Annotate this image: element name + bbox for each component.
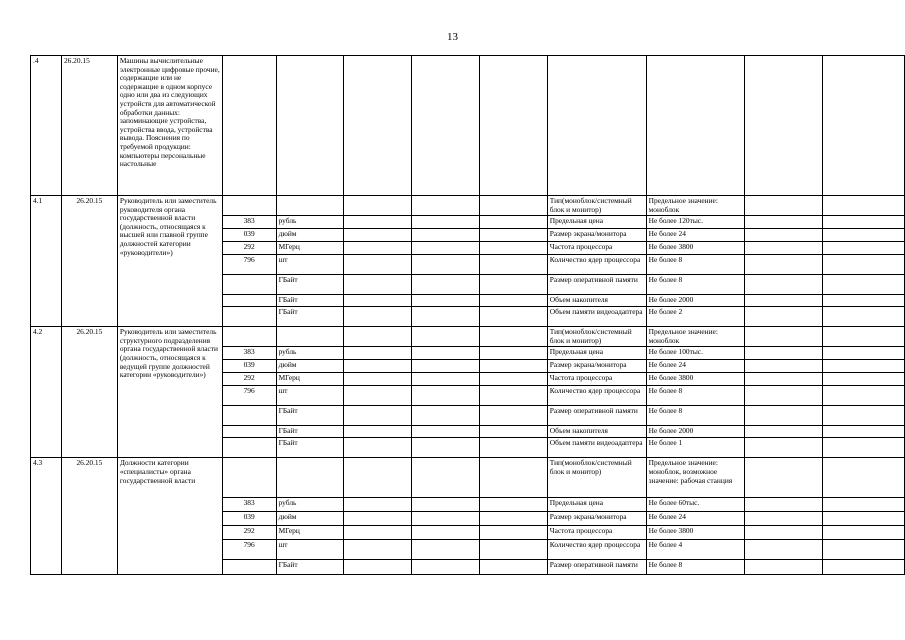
empty-cell	[344, 255, 412, 275]
position-name: Должности категории «специалисты» органа государственной власти	[117, 458, 222, 575]
characteristic-name: Размер оперативной памяти	[547, 406, 646, 426]
empty-cell	[344, 360, 412, 373]
unit-code: 292	[222, 373, 276, 386]
unit-code	[222, 196, 276, 216]
empty-cell	[344, 295, 412, 307]
empty-cell	[745, 373, 823, 386]
empty-cell	[479, 196, 547, 216]
characteristic-value: Не более 3800	[646, 242, 745, 255]
characteristic-name: Тип(моноблок/системный блок и монитор)	[547, 196, 646, 216]
characteristic-value: Предельное значение: моноблок	[646, 196, 745, 216]
empty-cell	[479, 360, 547, 373]
characteristic-value: Не более 2000	[646, 295, 745, 307]
empty-cell	[412, 560, 480, 575]
empty-cell	[745, 438, 823, 458]
unit-name: ГБайт	[276, 307, 344, 327]
empty-cell	[412, 307, 480, 327]
empty-cell	[823, 242, 905, 255]
unit-name: ГБайт	[276, 275, 344, 295]
empty-cell	[412, 229, 480, 242]
empty-cell	[823, 512, 905, 526]
characteristic-value: Не более 8	[646, 275, 745, 295]
empty-cell	[412, 360, 480, 373]
empty-cell	[344, 426, 412, 438]
unit-name: рубль	[276, 216, 344, 229]
empty-cell	[823, 196, 905, 216]
empty-cell	[344, 216, 412, 229]
characteristic-name: Предельная цена	[547, 347, 646, 360]
characteristic-name: Объем накопителя	[547, 426, 646, 438]
empty-cell	[344, 56, 412, 196]
unit-name: рубль	[276, 347, 344, 360]
empty-cell	[344, 498, 412, 512]
empty-cell	[412, 255, 480, 275]
okpd-code: 26.20.15	[61, 196, 117, 327]
empty-cell	[479, 498, 547, 512]
empty-cell	[745, 458, 823, 498]
empty-cell	[823, 275, 905, 295]
characteristic-value: Не более 2	[646, 307, 745, 327]
characteristic-name: Размер оперативной памяти	[547, 275, 646, 295]
empty-cell	[479, 56, 547, 196]
empty-cell	[412, 540, 480, 560]
empty-cell	[344, 560, 412, 575]
empty-cell	[745, 295, 823, 307]
characteristic-name: Размер оперативной памяти	[547, 560, 646, 575]
characteristic-value: Не более 8	[646, 386, 745, 406]
unit-name: дюйм	[276, 360, 344, 373]
empty-cell	[344, 438, 412, 458]
characteristic-value: Не более 8	[646, 406, 745, 426]
characteristic-name: Предельная цена	[547, 498, 646, 512]
empty-cell	[823, 360, 905, 373]
unit-name: рубль	[276, 498, 344, 512]
empty-cell	[412, 406, 480, 426]
empty-cell	[479, 327, 547, 347]
position-name: Руководитель или заместитель структурного подразделения органа государственной власти (должность, относящаяся к ведущей группе должностей категории «руководители»)	[117, 327, 222, 458]
characteristic-name: Размер экрана/монитора	[547, 360, 646, 373]
okpd-code: 26.20.15	[61, 56, 117, 196]
unit-code	[222, 426, 276, 438]
row-number: .4	[31, 56, 62, 196]
empty-cell	[745, 540, 823, 560]
empty-cell	[823, 295, 905, 307]
characteristic-value: Не более 4	[646, 540, 745, 560]
characteristic-name: Предельная цена	[547, 216, 646, 229]
unit-code	[222, 560, 276, 575]
characteristic-value: Не более 2000	[646, 426, 745, 438]
empty-cell	[646, 56, 745, 196]
empty-cell	[412, 216, 480, 229]
empty-cell	[745, 229, 823, 242]
characteristic-value: Не более 1	[646, 438, 745, 458]
empty-cell	[222, 56, 276, 196]
empty-cell	[823, 540, 905, 560]
characteristic-value: Не более 8	[646, 560, 745, 575]
empty-cell	[344, 458, 412, 498]
empty-cell	[745, 386, 823, 406]
unit-code: 796	[222, 540, 276, 560]
unit-name: ГБайт	[276, 438, 344, 458]
unit-name	[276, 458, 344, 498]
empty-cell	[412, 275, 480, 295]
empty-cell	[344, 526, 412, 540]
characteristic-name: Тип(моноблок/системный блок и монитор)	[547, 458, 646, 498]
empty-cell	[276, 56, 344, 196]
empty-cell	[412, 498, 480, 512]
characteristic-name: Частота процессора	[547, 242, 646, 255]
empty-cell	[344, 229, 412, 242]
empty-cell	[344, 347, 412, 360]
empty-cell	[412, 347, 480, 360]
empty-cell	[479, 438, 547, 458]
characteristic-value: Предельное значение: моноблок	[646, 327, 745, 347]
empty-cell	[823, 216, 905, 229]
empty-cell	[344, 540, 412, 560]
characteristic-name: Размер экрана/монитора	[547, 229, 646, 242]
empty-cell	[823, 373, 905, 386]
empty-cell	[479, 295, 547, 307]
empty-cell	[479, 229, 547, 242]
empty-cell	[412, 196, 480, 216]
empty-cell	[745, 498, 823, 512]
characteristic-name: Количество ядер процессора	[547, 386, 646, 406]
empty-cell	[412, 327, 480, 347]
unit-name: ГБайт	[276, 406, 344, 426]
unit-name: ГБайт	[276, 295, 344, 307]
unit-code: 292	[222, 242, 276, 255]
empty-cell	[745, 216, 823, 229]
empty-cell	[479, 275, 547, 295]
empty-cell	[344, 327, 412, 347]
unit-name: МГерц	[276, 526, 344, 540]
unit-code	[222, 438, 276, 458]
characteristic-name: Тип(моноблок/системный блок и монитор)	[547, 327, 646, 347]
empty-cell	[479, 512, 547, 526]
row-number: 4.3	[31, 458, 62, 575]
table-row	[31, 56, 905, 196]
empty-cell	[745, 360, 823, 373]
characteristic-value: Не более 3800	[646, 373, 745, 386]
unit-name: шт	[276, 540, 344, 560]
characteristic-name: Объем накопителя	[547, 295, 646, 307]
characteristic-name: Количество ядер процессора	[547, 255, 646, 275]
empty-cell	[344, 242, 412, 255]
empty-cell	[412, 242, 480, 255]
empty-cell	[823, 438, 905, 458]
characteristic-value: Не более 24	[646, 229, 745, 242]
empty-cell	[745, 56, 823, 196]
empty-cell	[745, 347, 823, 360]
characteristic-value: Не более 100тыс.	[646, 347, 745, 360]
unit-code	[222, 275, 276, 295]
characteristic-value: Не более 120тыс.	[646, 216, 745, 229]
empty-cell	[412, 458, 480, 498]
page-number: 13	[447, 31, 458, 43]
empty-cell	[479, 526, 547, 540]
characteristic-name: Объем памяти видеоадаптера	[547, 438, 646, 458]
empty-cell	[344, 307, 412, 327]
empty-cell	[479, 255, 547, 275]
unit-name: шт	[276, 386, 344, 406]
empty-cell	[479, 386, 547, 406]
empty-cell	[745, 242, 823, 255]
empty-cell	[745, 560, 823, 575]
characteristic-value: Не более 8	[646, 255, 745, 275]
unit-code: 796	[222, 255, 276, 275]
empty-cell	[823, 56, 905, 196]
unit-code: 039	[222, 229, 276, 242]
empty-cell	[823, 406, 905, 426]
empty-cell	[547, 56, 646, 196]
empty-cell	[823, 327, 905, 347]
characteristic-name: Объем памяти видеоадаптера	[547, 307, 646, 327]
unit-name: дюйм	[276, 512, 344, 526]
empty-cell	[412, 512, 480, 526]
characteristic-value: Не более 60тыс.	[646, 498, 745, 512]
empty-cell	[479, 406, 547, 426]
unit-code: 292	[222, 526, 276, 540]
okpd-code: 26.20.15	[61, 327, 117, 458]
unit-code: 383	[222, 347, 276, 360]
unit-name: МГерц	[276, 242, 344, 255]
empty-cell	[745, 196, 823, 216]
empty-cell	[823, 229, 905, 242]
empty-cell	[823, 526, 905, 540]
unit-name	[276, 196, 344, 216]
empty-cell	[823, 347, 905, 360]
characteristic-value: Не более 24	[646, 360, 745, 373]
empty-cell	[344, 275, 412, 295]
empty-cell	[479, 458, 547, 498]
empty-cell	[479, 373, 547, 386]
unit-code	[222, 458, 276, 498]
position-name: Руководитель или заместитель руководителя органа государственной власти (должность, относящаяся к высшей или главной группе должностей категории «руководители»)	[117, 196, 222, 327]
empty-cell	[344, 406, 412, 426]
empty-cell	[479, 347, 547, 360]
empty-cell	[823, 560, 905, 575]
row-number: 4.2	[31, 327, 62, 458]
empty-cell	[823, 255, 905, 275]
unit-code	[222, 307, 276, 327]
empty-cell	[479, 560, 547, 575]
empty-cell	[412, 56, 480, 196]
empty-cell	[823, 386, 905, 406]
table-row	[31, 458, 905, 498]
empty-cell	[745, 426, 823, 438]
empty-cell	[479, 426, 547, 438]
unit-code: 383	[222, 216, 276, 229]
characteristic-value: Не более 24	[646, 512, 745, 526]
empty-cell	[745, 327, 823, 347]
unit-name: дюйм	[276, 229, 344, 242]
empty-cell	[412, 373, 480, 386]
characteristic-value: Предельное значение: моноблок, возможное значение: рабочая станция	[646, 458, 745, 498]
unit-code	[222, 406, 276, 426]
empty-cell	[344, 386, 412, 406]
characteristic-name: Частота процессора	[547, 526, 646, 540]
unit-code: 383	[222, 498, 276, 512]
unit-name: шт	[276, 255, 344, 275]
empty-cell	[823, 458, 905, 498]
empty-cell	[745, 406, 823, 426]
empty-cell	[344, 512, 412, 526]
unit-name: ГБайт	[276, 560, 344, 575]
empty-cell	[479, 307, 547, 327]
empty-cell	[344, 196, 412, 216]
unit-code	[222, 295, 276, 307]
empty-cell	[745, 255, 823, 275]
empty-cell	[823, 426, 905, 438]
table-row	[31, 327, 905, 347]
characteristic-value: Не более 3800	[646, 526, 745, 540]
empty-cell	[412, 438, 480, 458]
empty-cell	[344, 373, 412, 386]
empty-cell	[745, 526, 823, 540]
empty-cell	[412, 526, 480, 540]
empty-cell	[823, 498, 905, 512]
empty-cell	[745, 275, 823, 295]
empty-cell	[823, 307, 905, 327]
spec-table	[30, 55, 905, 575]
characteristic-name: Размер экрана/монитора	[547, 512, 646, 526]
unit-code: 796	[222, 386, 276, 406]
unit-code: 039	[222, 512, 276, 526]
empty-cell	[479, 216, 547, 229]
table-row	[31, 196, 905, 216]
unit-code	[222, 327, 276, 347]
characteristic-name: Количество ядер процессора	[547, 540, 646, 560]
empty-cell	[412, 426, 480, 438]
unit-code: 039	[222, 360, 276, 373]
product-name: Машины вычислительные электронные цифровые прочие, содержащие или не содержащие в одном корпусе одно или два из следующих устройств для автоматической обработки данных: запоминающие устройства, устройства ввода, устройства вывода. Пояснения по требуемой продукции: компьютеры персональные настольные	[117, 56, 222, 196]
spec-table-body	[31, 56, 905, 575]
empty-cell	[745, 307, 823, 327]
row-number: 4.1	[31, 196, 62, 327]
empty-cell	[479, 540, 547, 560]
unit-name: МГерц	[276, 373, 344, 386]
empty-cell	[479, 242, 547, 255]
empty-cell	[412, 295, 480, 307]
unit-name: ГБайт	[276, 426, 344, 438]
empty-cell	[412, 386, 480, 406]
unit-name	[276, 327, 344, 347]
okpd-code: 26.20.15	[61, 458, 117, 575]
empty-cell	[745, 512, 823, 526]
characteristic-name: Частота процессора	[547, 373, 646, 386]
